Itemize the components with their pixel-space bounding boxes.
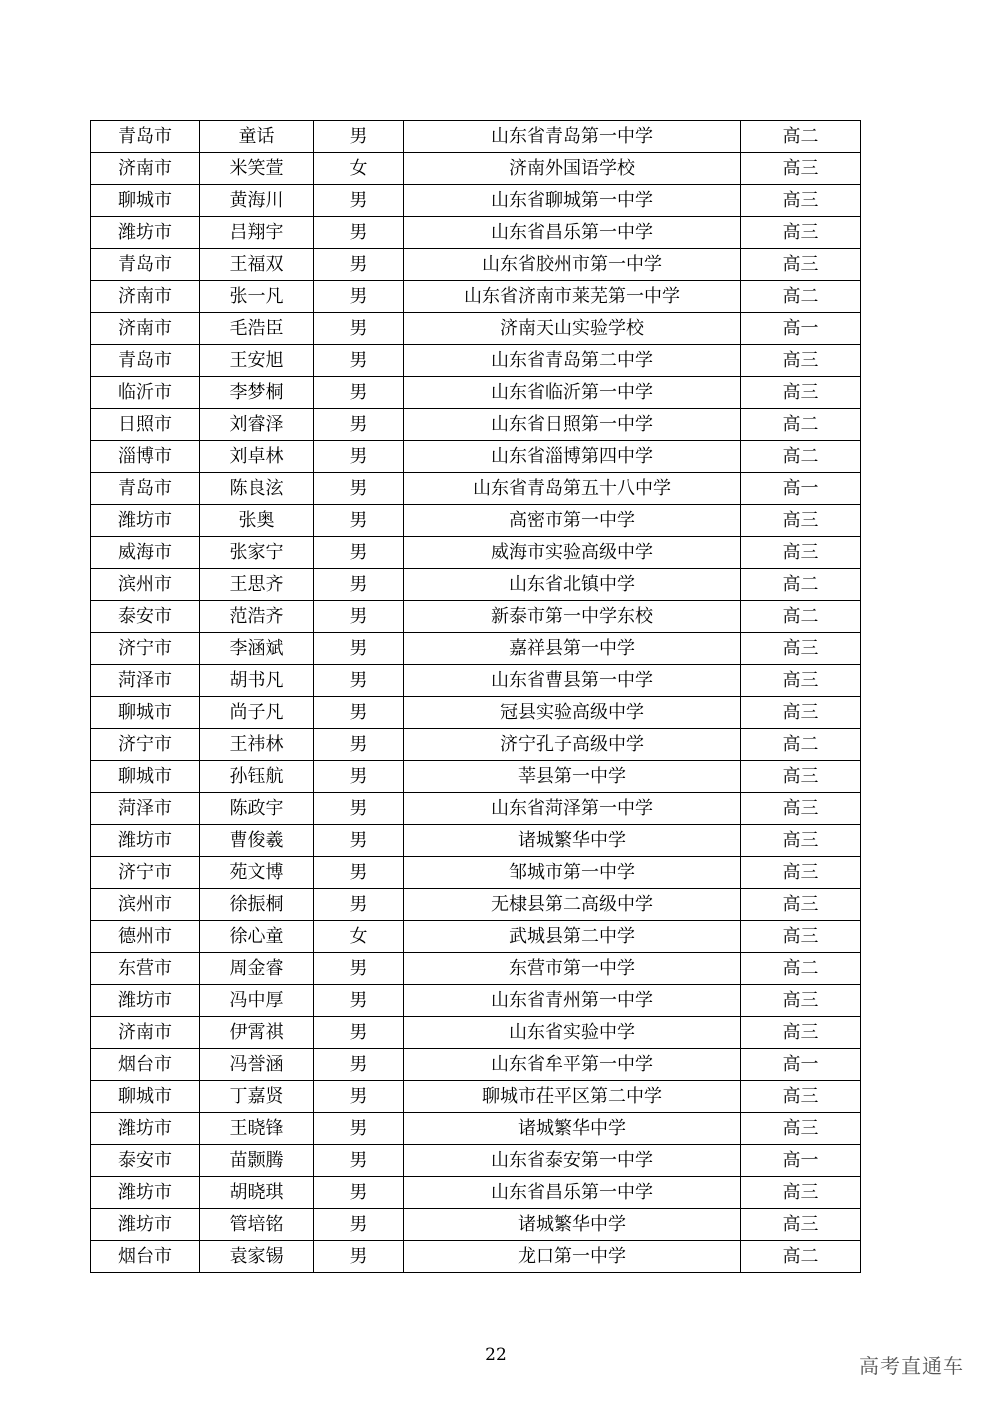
city-cell: 潍坊市 <box>91 1177 200 1209</box>
name-cell: 孙钰航 <box>200 761 314 793</box>
name-cell: 王晓锋 <box>200 1113 314 1145</box>
name-cell: 冯誉涵 <box>200 1049 314 1081</box>
city-cell: 济宁市 <box>91 857 200 889</box>
table-row <box>91 857 861 889</box>
school-cell: 山东省实验中学 <box>404 1017 741 1049</box>
school-cell: 山东省昌乐第一中学 <box>404 1177 741 1209</box>
table-row <box>91 921 861 953</box>
gender-cell: 男 <box>314 729 404 761</box>
school-cell: 东营市第一中学 <box>404 953 741 985</box>
watermark-text: 高考直通车 <box>859 1354 964 1378</box>
city-cell: 青岛市 <box>91 121 200 153</box>
gender-cell: 男 <box>314 249 404 281</box>
table-row <box>91 601 861 633</box>
name-cell: 胡晓琪 <box>200 1177 314 1209</box>
table-row <box>91 985 861 1017</box>
school-cell: 山东省临沂第一中学 <box>404 377 741 409</box>
grade-cell: 高二 <box>741 601 861 633</box>
school-cell: 新泰市第一中学东校 <box>404 601 741 633</box>
name-cell: 尚子凡 <box>200 697 314 729</box>
gender-cell: 男 <box>314 889 404 921</box>
school-cell: 山东省日照第一中学 <box>404 409 741 441</box>
city-cell: 菏泽市 <box>91 665 200 697</box>
grade-cell: 高二 <box>741 281 861 313</box>
school-cell: 山东省泰安第一中学 <box>404 1145 741 1177</box>
school-cell: 山东省青州第一中学 <box>404 985 741 1017</box>
name-cell: 李涵斌 <box>200 633 314 665</box>
name-cell: 苑文博 <box>200 857 314 889</box>
name-cell: 丁嘉贤 <box>200 1081 314 1113</box>
table-row <box>91 185 861 217</box>
grade-cell: 高三 <box>741 857 861 889</box>
table-row <box>91 1241 861 1273</box>
gender-cell: 男 <box>314 473 404 505</box>
city-cell: 潍坊市 <box>91 1113 200 1145</box>
school-cell: 山东省胶州市第一中学 <box>404 249 741 281</box>
gender-cell: 男 <box>314 697 404 729</box>
city-cell: 烟台市 <box>91 1241 200 1273</box>
gender-cell: 男 <box>314 857 404 889</box>
gender-cell: 男 <box>314 793 404 825</box>
grade-cell: 高三 <box>741 1113 861 1145</box>
name-cell: 徐心童 <box>200 921 314 953</box>
table-row <box>91 313 861 345</box>
grade-cell: 高三 <box>741 697 861 729</box>
table-row <box>91 345 861 377</box>
name-cell: 徐振桐 <box>200 889 314 921</box>
city-cell: 潍坊市 <box>91 825 200 857</box>
gender-cell: 男 <box>314 313 404 345</box>
city-cell: 济南市 <box>91 153 200 185</box>
table-row <box>91 409 861 441</box>
grade-cell: 高二 <box>741 409 861 441</box>
city-cell: 滨州市 <box>91 889 200 921</box>
table-row <box>91 729 861 761</box>
city-cell: 潍坊市 <box>91 217 200 249</box>
name-cell: 刘睿泽 <box>200 409 314 441</box>
grade-cell: 高三 <box>741 825 861 857</box>
city-cell: 聊城市 <box>91 761 200 793</box>
city-cell: 济南市 <box>91 281 200 313</box>
table-row <box>91 281 861 313</box>
school-cell: 山东省牟平第一中学 <box>404 1049 741 1081</box>
grade-cell: 高一 <box>741 1145 861 1177</box>
name-cell: 袁家锡 <box>200 1241 314 1273</box>
name-cell: 张家宁 <box>200 537 314 569</box>
gender-cell: 男 <box>314 217 404 249</box>
gender-cell: 男 <box>314 985 404 1017</box>
city-cell: 日照市 <box>91 409 200 441</box>
grade-cell: 高一 <box>741 1049 861 1081</box>
grade-cell: 高二 <box>741 121 861 153</box>
city-cell: 青岛市 <box>91 345 200 377</box>
name-cell: 童话 <box>200 121 314 153</box>
school-cell: 聊城市茌平区第二中学 <box>404 1081 741 1113</box>
table-row <box>91 633 861 665</box>
school-cell: 莘县第一中学 <box>404 761 741 793</box>
gender-cell: 男 <box>314 601 404 633</box>
table-row <box>91 473 861 505</box>
name-cell: 周金睿 <box>200 953 314 985</box>
grade-cell: 高三 <box>741 537 861 569</box>
grade-cell: 高三 <box>741 665 861 697</box>
name-cell: 吕翔宇 <box>200 217 314 249</box>
grade-cell: 高三 <box>741 1209 861 1241</box>
school-cell: 嘉祥县第一中学 <box>404 633 741 665</box>
table-row <box>91 825 861 857</box>
gender-cell: 男 <box>314 569 404 601</box>
school-cell: 山东省北镇中学 <box>404 569 741 601</box>
school-cell: 山东省青岛第一中学 <box>404 121 741 153</box>
gender-cell: 女 <box>314 153 404 185</box>
grade-cell: 高三 <box>741 633 861 665</box>
gender-cell: 男 <box>314 121 404 153</box>
city-cell: 潍坊市 <box>91 985 200 1017</box>
grade-cell: 高三 <box>741 345 861 377</box>
city-cell: 聊城市 <box>91 697 200 729</box>
name-cell: 范浩齐 <box>200 601 314 633</box>
name-cell: 管培铭 <box>200 1209 314 1241</box>
name-cell: 冯中厚 <box>200 985 314 1017</box>
table-row <box>91 1113 861 1145</box>
grade-cell: 高三 <box>741 921 861 953</box>
name-cell: 王安旭 <box>200 345 314 377</box>
gender-cell: 男 <box>314 761 404 793</box>
city-cell: 德州市 <box>91 921 200 953</box>
gender-cell: 男 <box>314 185 404 217</box>
school-cell: 山东省曹县第一中学 <box>404 665 741 697</box>
city-cell: 潍坊市 <box>91 505 200 537</box>
city-cell: 济南市 <box>91 1017 200 1049</box>
table-row <box>91 569 861 601</box>
grade-cell: 高三 <box>741 1177 861 1209</box>
gender-cell: 男 <box>314 1177 404 1209</box>
gender-cell: 男 <box>314 1113 404 1145</box>
name-cell: 王福双 <box>200 249 314 281</box>
name-cell: 李梦桐 <box>200 377 314 409</box>
grade-cell: 高三 <box>741 185 861 217</box>
name-cell: 米笑萱 <box>200 153 314 185</box>
gender-cell: 女 <box>314 921 404 953</box>
gender-cell: 男 <box>314 505 404 537</box>
city-cell: 青岛市 <box>91 249 200 281</box>
gender-cell: 男 <box>314 441 404 473</box>
gender-cell: 男 <box>314 409 404 441</box>
school-cell: 济南外国语学校 <box>404 153 741 185</box>
school-cell: 山东省聊城第一中学 <box>404 185 741 217</box>
table-row <box>91 121 861 153</box>
name-cell: 王祎林 <box>200 729 314 761</box>
city-cell: 济南市 <box>91 313 200 345</box>
roster-body <box>91 121 861 1273</box>
name-cell: 黄海川 <box>200 185 314 217</box>
gender-cell: 男 <box>314 377 404 409</box>
grade-cell: 高三 <box>741 217 861 249</box>
grade-cell: 高三 <box>741 505 861 537</box>
city-cell: 聊城市 <box>91 185 200 217</box>
gender-cell: 男 <box>314 1017 404 1049</box>
name-cell: 毛浩臣 <box>200 313 314 345</box>
grade-cell: 高三 <box>741 761 861 793</box>
table-row <box>91 505 861 537</box>
name-cell: 胡书凡 <box>200 665 314 697</box>
grade-cell: 高三 <box>741 153 861 185</box>
school-cell: 冠县实验高级中学 <box>404 697 741 729</box>
school-cell: 高密市第一中学 <box>404 505 741 537</box>
gender-cell: 男 <box>314 1081 404 1113</box>
name-cell: 陈良泫 <box>200 473 314 505</box>
school-cell: 山东省昌乐第一中学 <box>404 217 741 249</box>
name-cell: 王思齐 <box>200 569 314 601</box>
table-row <box>91 665 861 697</box>
school-cell: 诸城繁华中学 <box>404 825 741 857</box>
city-cell: 东营市 <box>91 953 200 985</box>
table-row <box>91 761 861 793</box>
city-cell: 临沂市 <box>91 377 200 409</box>
school-cell: 山东省济南市莱芜第一中学 <box>404 281 741 313</box>
gender-cell: 男 <box>314 1145 404 1177</box>
grade-cell: 高三 <box>741 793 861 825</box>
city-cell: 威海市 <box>91 537 200 569</box>
gender-cell: 男 <box>314 633 404 665</box>
grade-cell: 高二 <box>741 729 861 761</box>
school-cell: 济宁孔子高级中学 <box>404 729 741 761</box>
gender-cell: 男 <box>314 345 404 377</box>
city-cell: 潍坊市 <box>91 1209 200 1241</box>
city-cell: 青岛市 <box>91 473 200 505</box>
grade-cell: 高三 <box>741 377 861 409</box>
table-row <box>91 697 861 729</box>
school-cell: 邹城市第一中学 <box>404 857 741 889</box>
gender-cell: 男 <box>314 281 404 313</box>
grade-cell: 高三 <box>741 889 861 921</box>
grade-cell: 高一 <box>741 313 861 345</box>
table-row <box>91 1081 861 1113</box>
school-cell: 威海市实验高级中学 <box>404 537 741 569</box>
city-cell: 烟台市 <box>91 1049 200 1081</box>
gender-cell: 男 <box>314 1209 404 1241</box>
name-cell: 张一凡 <box>200 281 314 313</box>
city-cell: 济宁市 <box>91 633 200 665</box>
table-row <box>91 1049 861 1081</box>
school-cell: 诸城繁华中学 <box>404 1209 741 1241</box>
grade-cell: 高三 <box>741 1017 861 1049</box>
page-number: 22 <box>485 1345 507 1365</box>
school-cell: 山东省菏泽第一中学 <box>404 793 741 825</box>
table-row <box>91 217 861 249</box>
city-cell: 泰安市 <box>91 1145 200 1177</box>
city-cell: 济宁市 <box>91 729 200 761</box>
table-row <box>91 153 861 185</box>
name-cell: 伊霄祺 <box>200 1017 314 1049</box>
city-cell: 淄博市 <box>91 441 200 473</box>
grade-cell: 高一 <box>741 473 861 505</box>
school-cell: 山东省青岛第五十八中学 <box>404 473 741 505</box>
gender-cell: 男 <box>314 825 404 857</box>
grade-cell: 高三 <box>741 249 861 281</box>
name-cell: 张奥 <box>200 505 314 537</box>
grade-cell: 高二 <box>741 441 861 473</box>
city-cell: 聊城市 <box>91 1081 200 1113</box>
grade-cell: 高三 <box>741 985 861 1017</box>
school-cell: 济南天山实验学校 <box>404 313 741 345</box>
school-cell: 山东省淄博第四中学 <box>404 441 741 473</box>
grade-cell: 高二 <box>741 953 861 985</box>
city-cell: 滨州市 <box>91 569 200 601</box>
table-row <box>91 1145 861 1177</box>
city-cell: 菏泽市 <box>91 793 200 825</box>
table-row <box>91 441 861 473</box>
name-cell: 苗颢腾 <box>200 1145 314 1177</box>
gender-cell: 男 <box>314 1049 404 1081</box>
table-row <box>91 1177 861 1209</box>
gender-cell: 男 <box>314 953 404 985</box>
school-cell: 山东省青岛第二中学 <box>404 345 741 377</box>
name-cell: 曹俊羲 <box>200 825 314 857</box>
table-row <box>91 537 861 569</box>
table-row <box>91 793 861 825</box>
school-cell: 武城县第二中学 <box>404 921 741 953</box>
school-cell: 无棣县第二高级中学 <box>404 889 741 921</box>
table-row <box>91 953 861 985</box>
school-cell: 龙口第一中学 <box>404 1241 741 1273</box>
gender-cell: 男 <box>314 537 404 569</box>
school-cell: 诸城繁华中学 <box>404 1113 741 1145</box>
gender-cell: 男 <box>314 665 404 697</box>
grade-cell: 高三 <box>741 1081 861 1113</box>
student-roster-table <box>90 120 861 1273</box>
table-row <box>91 377 861 409</box>
gender-cell: 男 <box>314 1241 404 1273</box>
name-cell: 陈政宇 <box>200 793 314 825</box>
city-cell: 泰安市 <box>91 601 200 633</box>
name-cell: 刘卓林 <box>200 441 314 473</box>
table-row <box>91 249 861 281</box>
grade-cell: 高二 <box>741 1241 861 1273</box>
grade-cell: 高二 <box>741 569 861 601</box>
table-row <box>91 889 861 921</box>
table-row <box>91 1209 861 1241</box>
table-row <box>91 1017 861 1049</box>
